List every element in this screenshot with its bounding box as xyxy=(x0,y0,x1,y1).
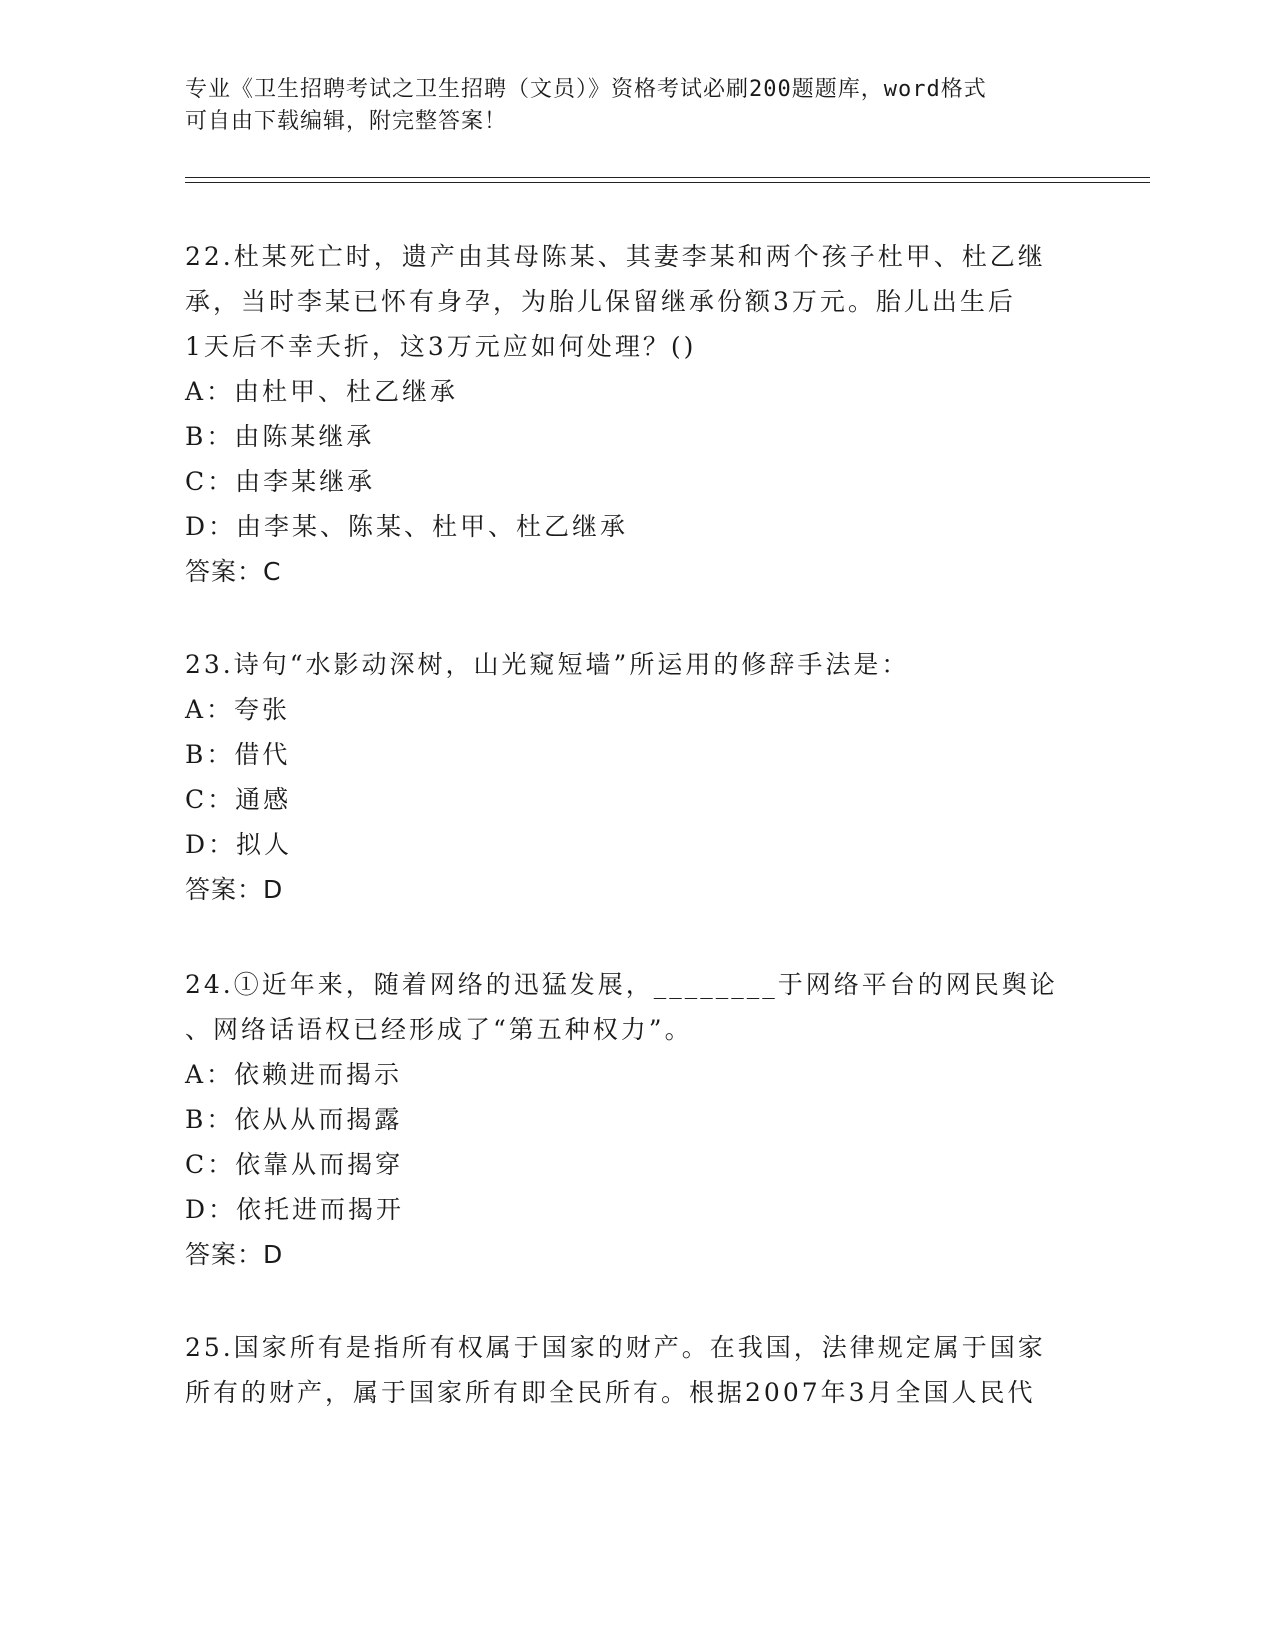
header-divider xyxy=(185,177,1150,178)
question-block xyxy=(185,642,1085,912)
question-stem: 1天后不幸夭折，这3万元应如何处理？() xyxy=(185,332,697,361)
question-stem: 所有的财产，属于国家所有即全民所有。根据2007年3月全国人民代 xyxy=(185,1378,1036,1407)
answer-label: 答案：D xyxy=(185,1240,284,1269)
option-b: B：借代 xyxy=(185,740,291,769)
option-b: B：由陈某继承 xyxy=(185,422,375,451)
option-d: D：依托进而揭开 xyxy=(185,1195,405,1224)
answer-label: 答案：D xyxy=(185,875,284,904)
question-stem: 、网络话语权已经形成了“第五种权力”。 xyxy=(185,1015,693,1044)
option-a: A：依赖进而揭示 xyxy=(185,1060,403,1089)
option-c: C：依靠从而揭穿 xyxy=(185,1150,404,1179)
question-stem: 23.诗句“水影动深树，山光窥短墙”所运用的修辞手法是： xyxy=(185,650,910,679)
document-header xyxy=(185,74,1085,138)
option-d: D：拟人 xyxy=(185,830,293,859)
option-c: C：由李某继承 xyxy=(185,467,376,496)
question-block xyxy=(185,234,1085,594)
question-stem: 承，当时李某已怀有身孕，为胎儿保留继承份额3万元。胎儿出生后 xyxy=(185,287,1016,316)
option-d: D：由李某、陈某、杜甲、杜乙继承 xyxy=(185,512,629,541)
option-c: C：通感 xyxy=(185,785,292,814)
question-block xyxy=(185,962,1085,1277)
question-block xyxy=(185,1325,1085,1415)
header-divider xyxy=(185,182,1150,183)
question-stem: 24.①近年来，随着网络的迅猛发展，________于网络平台的网民舆论 xyxy=(185,970,1058,999)
question-stem: 22.杜某死亡时，遗产由其母陈某、其妻李某和两个孩子杜甲、杜乙继 xyxy=(185,242,1046,271)
answer-label: 答案：C xyxy=(185,557,282,586)
option-a: A：由杜甲、杜乙继承 xyxy=(185,377,459,406)
question-stem: 25.国家所有是指所有权属于国家的财产。在我国，法律规定属于国家 xyxy=(185,1333,1046,1362)
option-a: A：夸张 xyxy=(185,695,291,724)
option-b: B：依从从而揭露 xyxy=(185,1105,403,1134)
header-line: 可自由下载编辑，附完整答案！ xyxy=(185,109,508,134)
header-line: 专业《卫生招聘考试之卫生招聘（文员）》资格考试必刷200题题库，word格式 xyxy=(185,77,987,102)
